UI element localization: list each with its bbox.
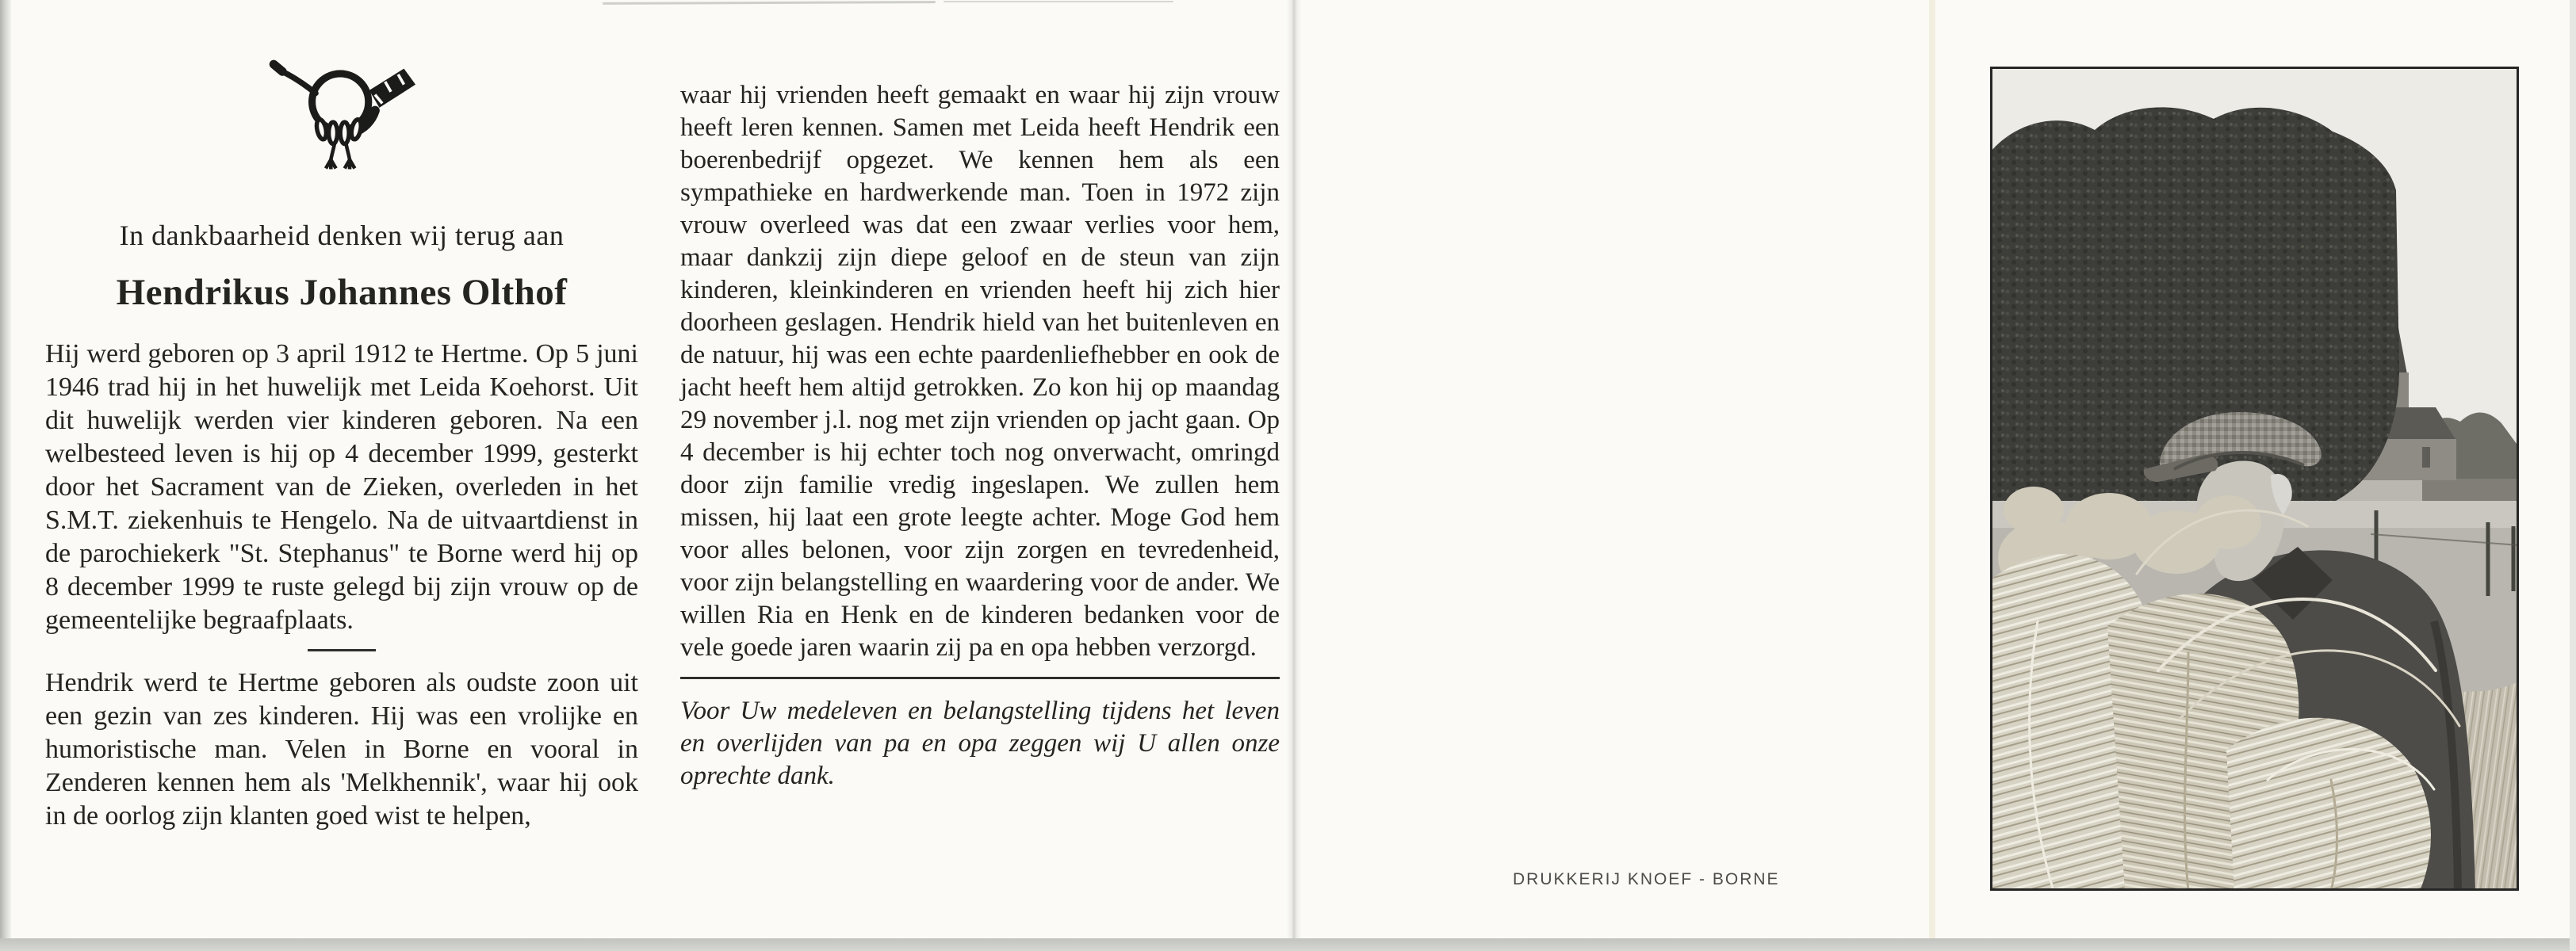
post-horn-icon — [257, 57, 427, 173]
middle-panel — [680, 79, 1280, 792]
paper-crease — [1929, 0, 1935, 951]
acknowledgement-divider — [680, 677, 1280, 679]
scan-artifact — [944, 1, 1173, 2]
scan-edge-left — [0, 0, 11, 951]
biography-paragraph-2: Hendrik werd te Hertme geboren als oudste zoon uit een gezin van zes kinderen. Hij was een vrolijke en humoristische man. Velen in Borne en vooral in Zenderen kennen hem als 'Melkhennik', waar hij ook in de oorlog zijn klanten goed wist te helpen, — [45, 668, 638, 831]
printer-credit: DRUKKERIJ KNOEF - BORNE — [1513, 870, 1780, 888]
biography-paragraph-1: Hij werd geboren op 3 april 1912 te Hertme. Op 5 juni 1946 trad hij in het huwelijk met Leida Koehorst. Uit dit huwelijk werden vier kinderen geboren. Na een welbesteed leven is hij op 4 december 1999, gesterkt door het Sacrament van de Zieken, overleden in het S.M.T. ziekenhuis te Hengelo. Na de uitvaartdienst in de parochiekerk "St. Stephanus" te Borne werd hij op 8 december 1999 te ruste gelegd bij zijn vrouw op de gemeentelijke begraafplaats. — [45, 339, 638, 635]
dedication-line: In dankbaarheid denken wij terug aan — [119, 220, 565, 251]
left-panel — [45, 57, 638, 833]
scan-edge-right — [2570, 0, 2576, 951]
scan-artifact — [603, 1, 936, 5]
biography-paragraph-3: waar hij vrienden heeft gemaakt en waar hij zijn vrouw heeft leren kennen. Samen met Leida heeft Hendrik een boerenbedrijf opgezet. We kennen hem als een sympathieke en hardwerkende man. Toen in 1972 zijn vrouw overleed was dat een zwaar verlies voor hem, maar dankzij zijn diepe geloof en de steun van zijn kinderen, kleinkinderen en vrienden heeft hij zich hier doorheen geslagen. Hendrik hield van het buitenleven en de natuur, hij was een echte paardenliefhebber en ook de jacht heeft hem altijd getrokken. Zo kon hij op maandag 29 november j.l. nog met zijn vrienden op jacht gaan. Op 4 december is hij echter toch nog onverwacht, omringd door zijn familie vredig ingeslapen. We zullen hem missen, hij laat een grote leegte achter. Moge God hem voor alles belonen, voor zijn zorgen en tevredenheid, voor zijn belangstelling en waardering voor de ander. We willen Ria en Henk en de kinderen bedanken voor de vele goede jaren waarin zij pa en opa hebben verzorgd. — [680, 81, 1280, 662]
memorial-photo — [1990, 67, 2519, 891]
card-fold-seam — [1286, 0, 1302, 951]
scan-edge-bottom — [0, 938, 2576, 951]
section-divider — [308, 649, 376, 651]
deceased-name: Hendrikus Johannes Olthof — [116, 272, 568, 313]
acknowledgement-text: Voor Uw medeleven en belangstelling tijdens het leven en overlijden van pa en opa zeggen wij U allen onze oprechte dank. — [680, 697, 1280, 790]
